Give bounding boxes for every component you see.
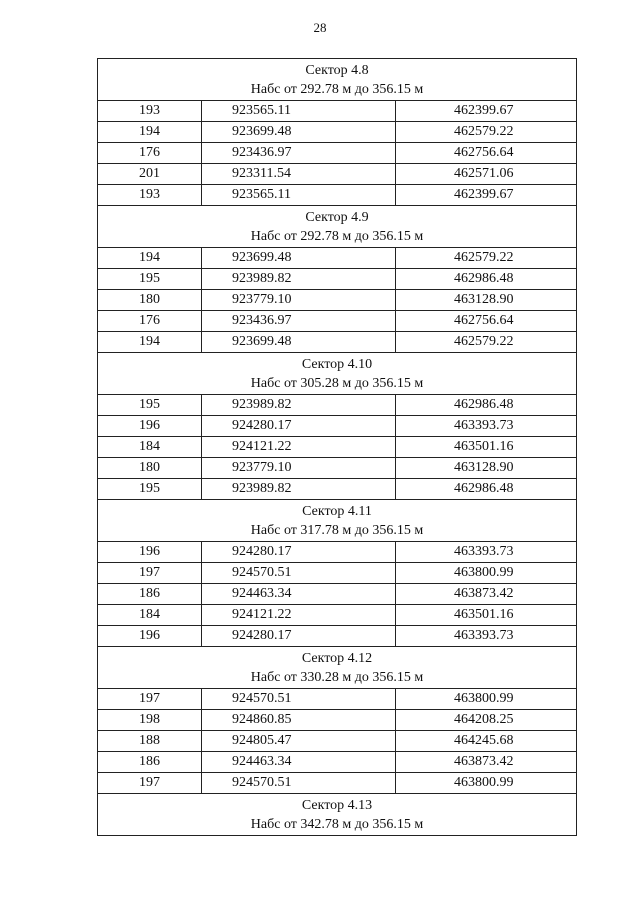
coord-y: 463800.99: [396, 689, 577, 710]
coord-y: 463128.90: [396, 458, 577, 479]
coord-y: 463800.99: [396, 563, 577, 584]
point-number: 186: [98, 752, 202, 773]
point-number: 197: [98, 773, 202, 794]
point-number: 196: [98, 626, 202, 647]
sector-height-range: Набс от 292.78 м до 356.15 м: [250, 81, 424, 97]
coord-y: 462756.64: [396, 311, 577, 332]
coord-y: 462986.48: [396, 479, 577, 500]
sector-header: [98, 500, 577, 542]
sector-header-cell: [98, 59, 577, 101]
coord-y: 463501.16: [396, 437, 577, 458]
table-row: [98, 731, 577, 752]
point-number: 194: [98, 332, 202, 353]
coord-x: 923699.48: [202, 332, 396, 353]
coord-x: 924860.85: [202, 710, 396, 731]
point-number: 184: [98, 437, 202, 458]
coord-x: 923436.97: [202, 143, 396, 164]
coord-x: 924805.47: [202, 731, 396, 752]
table-row: [98, 752, 577, 773]
point-number: 184: [98, 605, 202, 626]
coord-y: 462571.06: [396, 164, 577, 185]
table-row: [98, 332, 577, 353]
coord-y: 462986.48: [396, 269, 577, 290]
table-row: [98, 248, 577, 269]
point-number: 198: [98, 710, 202, 731]
table-row: [98, 143, 577, 164]
table-row: [98, 437, 577, 458]
point-number: 193: [98, 101, 202, 122]
point-number: 195: [98, 269, 202, 290]
sector-header: [98, 647, 577, 689]
point-number: 197: [98, 563, 202, 584]
table-row: [98, 269, 577, 290]
coord-y: 462579.22: [396, 122, 577, 143]
table-row: [98, 122, 577, 143]
sector-header: [98, 353, 577, 395]
point-number: 176: [98, 311, 202, 332]
point-number: 194: [98, 122, 202, 143]
coord-y: 462756.64: [396, 143, 577, 164]
table-row: [98, 605, 577, 626]
sector-title: Сектор 4.11: [302, 503, 372, 519]
coord-x: 924280.17: [202, 626, 396, 647]
sector-title: Сектор 4.9: [305, 209, 369, 225]
point-number: 194: [98, 248, 202, 269]
coord-x: 923699.48: [202, 122, 396, 143]
sector-header: [98, 206, 577, 248]
coord-x: 923989.82: [202, 395, 396, 416]
coord-x: 923311.54: [202, 164, 396, 185]
coord-x: 924570.51: [202, 773, 396, 794]
coord-x: 923989.82: [202, 479, 396, 500]
table-row: [98, 416, 577, 437]
table-row: [98, 101, 577, 122]
table-row: [98, 710, 577, 731]
table-row: [98, 290, 577, 311]
coordinates-table: [97, 58, 577, 836]
sector-height-range: Набс от 317.78 м до 356.15 м: [250, 522, 424, 538]
coord-x: 923565.11: [202, 185, 396, 206]
point-number: 196: [98, 416, 202, 437]
coord-y: 463800.99: [396, 773, 577, 794]
table-row: [98, 542, 577, 563]
table-row: [98, 479, 577, 500]
coord-y: 462399.67: [396, 101, 577, 122]
sector-title: Сектор 4.8: [305, 62, 369, 78]
point-number: 180: [98, 458, 202, 479]
table-row: [98, 395, 577, 416]
coord-x: 924463.34: [202, 752, 396, 773]
sector-header-cell: [98, 206, 577, 248]
coord-y: 462579.22: [396, 248, 577, 269]
coord-y: 462986.48: [396, 395, 577, 416]
coord-y: 464208.25: [396, 710, 577, 731]
coord-y: 462399.67: [396, 185, 577, 206]
point-number: 180: [98, 290, 202, 311]
coord-x: 923699.48: [202, 248, 396, 269]
sector-title: Сектор 4.10: [301, 356, 373, 372]
point-number: 186: [98, 584, 202, 605]
point-number: 195: [98, 395, 202, 416]
coord-y: 464245.68: [396, 731, 577, 752]
coord-y: 463393.73: [396, 542, 577, 563]
point-number: 188: [98, 731, 202, 752]
coord-x: 924280.17: [202, 542, 396, 563]
sector-header: [98, 59, 577, 101]
coord-y: 463128.90: [396, 290, 577, 311]
coord-y: 463501.16: [396, 605, 577, 626]
coord-x: 923989.82: [202, 269, 396, 290]
point-number: 196: [98, 542, 202, 563]
coord-x: 924463.34: [202, 584, 396, 605]
sector-header-cell: [98, 794, 577, 836]
sector-header-cell: [98, 647, 577, 689]
coord-y: 463873.42: [396, 752, 577, 773]
coord-x: 924121.22: [202, 437, 396, 458]
table-row: [98, 185, 577, 206]
coord-x: 923779.10: [202, 458, 396, 479]
point-number: 176: [98, 143, 202, 164]
table-row: [98, 164, 577, 185]
coord-x: 924121.22: [202, 605, 396, 626]
table-row: [98, 563, 577, 584]
coord-x: 924280.17: [202, 416, 396, 437]
sector-height-range: Набс от 305.28 м до 356.15 м: [250, 375, 424, 391]
coordinates-table-body: [98, 59, 577, 836]
coord-x: 924570.51: [202, 689, 396, 710]
coord-y: 463873.42: [396, 584, 577, 605]
coord-y: 463393.73: [396, 416, 577, 437]
point-number: 193: [98, 185, 202, 206]
sector-title: Сектор 4.13: [301, 797, 373, 813]
sector-header-cell: [98, 353, 577, 395]
page-number: 28: [313, 20, 327, 35]
point-number: 195: [98, 479, 202, 500]
sector-height-range: Набс от 342.78 м до 356.15 м: [250, 816, 424, 832]
sector-title: Сектор 4.12: [301, 650, 373, 666]
coord-x: 923565.11: [202, 101, 396, 122]
point-number: 197: [98, 689, 202, 710]
table-row: [98, 626, 577, 647]
table-row: [98, 311, 577, 332]
table-row: [98, 773, 577, 794]
sector-height-range: Набс от 292.78 м до 356.15 м: [250, 228, 424, 244]
table-row: [98, 458, 577, 479]
sector-header: [98, 794, 577, 836]
coord-x: 923779.10: [202, 290, 396, 311]
point-number: 201: [98, 164, 202, 185]
sector-header-cell: [98, 500, 577, 542]
sector-height-range: Набс от 330.28 м до 356.15 м: [250, 669, 424, 685]
coord-y: 462579.22: [396, 332, 577, 353]
table-row: [98, 689, 577, 710]
table-row: [98, 584, 577, 605]
coord-x: 923436.97: [202, 311, 396, 332]
coord-y: 463393.73: [396, 626, 577, 647]
coord-x: 924570.51: [202, 563, 396, 584]
